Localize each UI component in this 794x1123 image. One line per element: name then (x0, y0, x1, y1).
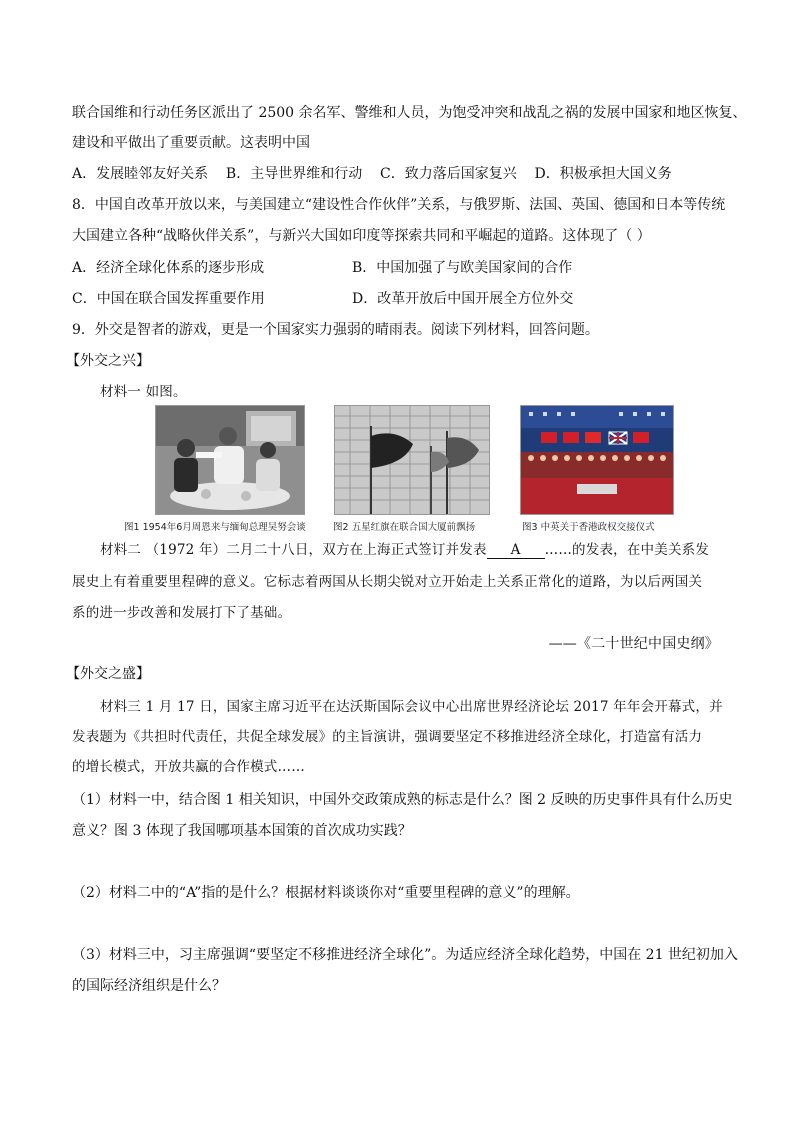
subquestion-1-line-1: （1）材料一中，结合图 1 相关知识，中国外交政策成熟的标志是什么？图 2 反映的历史事件具有什么历史 (72, 792, 733, 808)
q8-option-d: D．改革开放后中国开展全方位外交 (352, 291, 574, 307)
q7-stem-line-1: 联合国维和行动任务区派出了 2500 余名军、警维和人员，为饱受冲突和战乱之祸的发展中国家和地区恢复、 (72, 105, 747, 121)
material-two-prefix: 材料二 （1972 年）二月二十八日，双方在上海正式签订并发表 (100, 542, 487, 558)
q8-option-b: B．中国加强了与欧美国家间的合作 (352, 260, 573, 276)
figure-3-photo (520, 405, 674, 515)
figure-2-photo (334, 405, 490, 515)
q7-options: A．发展睦邻友好关系 B．主导世界维和行动 C．致力落后国家复兴 D．积极承担大国义务 (72, 166, 672, 182)
handover-ceremony-photo-icon (521, 406, 673, 514)
section-heading-rise: 【外交之兴】 (66, 353, 150, 369)
material-two-line-3: 系的进一步改善和发展打下了基础。 (72, 605, 292, 621)
subquestion-2: （2）材料二中的“A”指的是什么？根据材料谈谈你对“重要里程碑的意义”的理解。 (72, 885, 580, 901)
figure-2-caption: 图2 五星红旗在联合国大厦前飘扬 (333, 522, 476, 533)
q8-stem-line-2: 大国建立各种“战略伙伴关系”，与新兴大国如印度等探索共同和平崛起的道路。这体现了（ ） (72, 228, 651, 244)
material-two-suffix: ……的发表，在中美关系发 (544, 542, 710, 558)
material-two-line-1 (100, 540, 709, 560)
material-two-blank: A (487, 542, 545, 559)
subquestion-3-line-2: 的国际经济组织是什么？ (72, 978, 226, 994)
q8-stem-line-1: 8．中国自改革开放以来，与美国建立“建设性合作伙伴”关系，与俄罗斯、法国、英国、德国和日本等传统 (72, 197, 726, 213)
subquestion-1-line-2: 意义？图 3 体现了我国哪项基本国策的首次成功实践？ (72, 823, 412, 839)
material-two-line-2: 展史上有着重要里程碑的意义。它标志着两国从长期尖锐对立开始走上关系正常化的道路，为以后两国关 (72, 574, 703, 590)
un-flags-photo-icon (335, 406, 489, 514)
subquestion-3-line-1: （3）材料三中，习主席强调“要坚定不移推进经济全球化”。为适应经济全球化趋势，中国在 21 世纪初加入 (72, 947, 738, 963)
q8-option-c: C．中国在联合国发挥重要作用 (72, 291, 265, 307)
q7-stem-line-2: 建设和平做出了重要贡献。这表明中国 (72, 135, 310, 151)
material-two-source: ——《二十世纪中国史纲》 (548, 636, 719, 652)
section-heading-prosperity: 【外交之盛】 (66, 666, 150, 682)
meeting-photo-icon (156, 406, 304, 514)
q9-stem: 9．外交是智者的游戏，更是一个国家实力强弱的晴雨表。阅读下列材料，回答问题。 (72, 322, 599, 338)
q8-option-a: A．经济全球化体系的逐步形成 (72, 260, 265, 276)
material-three-line-3: 的增长模式，开放共赢的合作模式…… (72, 759, 305, 775)
material-three-line-1: 材料三 1 月 17 日，国家主席习近平在达沃斯国际会议中心出席世界经济论坛 2017 年年会开幕式，并 (100, 699, 723, 715)
material-one-label: 材料一 如图。 (100, 384, 187, 400)
figure-strip (0, 405, 794, 535)
figure-1-photo (155, 405, 305, 515)
figure-1-caption: 图1 1954年6月周恩来与缅甸总理吴努会谈 (124, 522, 306, 533)
figure-3-caption: 图3 中英关于香港政权交接仪式 (522, 522, 655, 533)
material-three-line-2: 发表题为《共担时代责任，共促全球发展》的主旨演讲，强调要坚定不移推进经济全球化，打造富有活力 (72, 729, 703, 745)
